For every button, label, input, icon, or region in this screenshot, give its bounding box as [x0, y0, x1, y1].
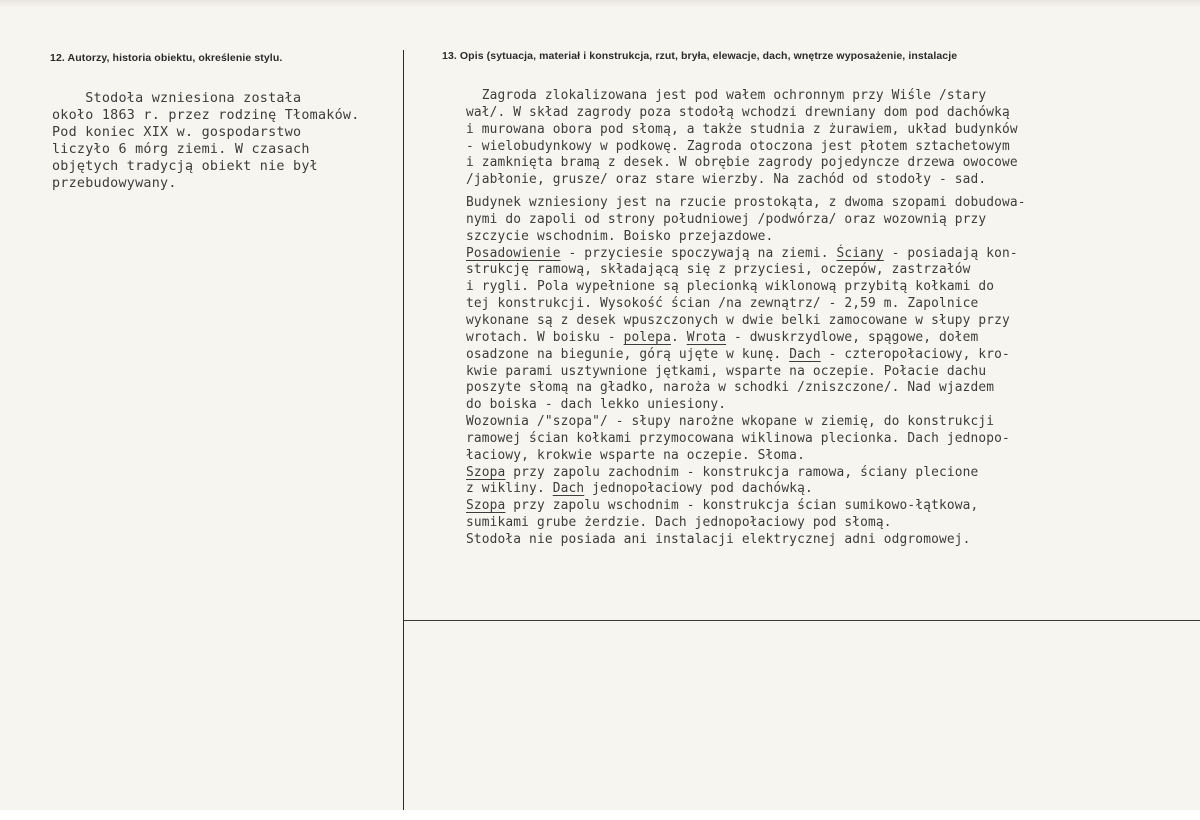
- szopa-west-term: Szopa: [466, 464, 506, 480]
- text-line: przebudowywany.: [52, 176, 177, 192]
- text-line: około 1863 r. przez rodzinę Tłomaków.: [52, 108, 360, 124]
- posadowienie-term: Posadowienie: [466, 245, 561, 261]
- sciany-term: Ściany: [836, 245, 884, 261]
- text-line: liczyło 6 mórg ziemi. W czasach: [52, 142, 310, 158]
- page-top-shadow: [0, 0, 1200, 8]
- section-13-heading: 13. Opis (sytuacja, materiał i konstrukcja, rzut, bryła, elewacje, dach, wnętrze wyposażenie, instalacje: [442, 50, 958, 62]
- text-line: Zagroda zlokalizowana jest pod wałem ochronnym przy Wiśle /stary: [466, 88, 987, 103]
- text-fragment: .: [670, 329, 687, 345]
- wrota-term: Wrota: [686, 329, 727, 345]
- description-text: [466, 88, 1026, 549]
- text-line: sumikami grube żerdzie. Dach jednopołaciowy pod słomą.: [466, 515, 892, 531]
- text-fragment: - dwuskrzydlowe, spągowe, dołem: [726, 329, 979, 345]
- text-line: Budynek wzniesiony jest na rzucie prostokąta, z dwoma szopami dobudowa-: [466, 195, 1026, 211]
- section-12-heading: 12. Autorzy, historia obiektu, określenie stylu.: [50, 52, 283, 64]
- text-line: - wielobudynkowy w podkowę. Zagroda otoczona jest płotem sztachetowym: [466, 138, 1010, 154]
- text-line: ramowej ścian kołkami przymocowana wiklinowa plecionka. Dach jednopo-: [466, 430, 1010, 446]
- text-line: tej konstrukcji. Wysokość ścian /na zewnątrz/ - 2,59 m. Zapolnice: [466, 296, 979, 312]
- text-fragment: osadzone na biegunie, górą ujęte w kunę.: [466, 346, 790, 362]
- text-line: i murowana obora pod słomą, a także studnia z żurawiem, układ budynków: [466, 121, 1018, 137]
- text-line: Wozownia /"szopa"/ - słupy narożne wkopane w ziemię, do konstrukcji: [466, 414, 995, 430]
- text-line: objętych tradycją obiekt nie był: [52, 159, 318, 175]
- column-divider: [403, 50, 404, 818]
- text-fragment: - posiadają kon-: [883, 245, 1018, 261]
- text-line: i rygli. Pola wypełnione są plecionką wiklonową przybitą kołkami do: [466, 279, 995, 295]
- text-fragment: jednopołaciowy pod dachówką.: [584, 481, 813, 497]
- text-fragment: przy zapolu wschodnim - konstrukcja ścian sumikowo-łątkowa,: [505, 498, 979, 514]
- text-line: kwie parami usztywnione jętkami, wsparte na oczepie. Połacie dachu: [466, 363, 987, 379]
- text-line: szczycie wschodnim. Boisko przejazdowe.: [466, 228, 774, 244]
- text-fragment: z wikliny.: [466, 481, 553, 497]
- text-fragment: wrotach. W boisku -: [466, 329, 624, 345]
- text-fragment: - przyciesie spoczywają na ziemi.: [560, 245, 837, 261]
- text-line: /jabłonie, grusze/ oraz stare wierzby. Na zachód od stodoły - sad.: [466, 172, 987, 188]
- text-line: łaciowy, krokwie wsparte na oczepie. Słoma.: [466, 447, 805, 463]
- history-text: [52, 90, 360, 193]
- dach-szopa-term: Dach: [552, 481, 585, 497]
- text-line: Pod koniec XIX w. gospodarstwo: [52, 125, 302, 141]
- text-line: Stodoła nie posiada ani instalacji elektrycznej adni odgromowej.: [466, 531, 971, 547]
- text-line: do boiska - dach lekko uniesiony.: [466, 397, 727, 413]
- text-line: wykonane są z desek wpuszczonych w dwie belki zamocowane w słupy przy: [466, 312, 1010, 328]
- text-line: Stodoła wzniesiona została: [52, 91, 302, 106]
- dach-term: Dach: [789, 346, 821, 362]
- text-line: nymi do zapoli od strony południowej /podwórza/ oraz wozownią przy: [466, 211, 987, 227]
- text-fragment: przy zapolu zachodnim - konstrukcja ramowa, ściany plecione: [505, 464, 979, 480]
- szopa-east-term: Szopa: [466, 498, 506, 514]
- polepa-term: polepa: [623, 329, 671, 345]
- horizontal-rule: [403, 620, 1200, 621]
- page-bottom-margin: [0, 810, 1200, 820]
- text-line: wał/. W skład zagrody poza stodołą wchodzi drewniany dom pod dachówką: [466, 104, 1010, 120]
- text-fragment: - czteropołaciowy, kro-: [820, 346, 1010, 362]
- text-line: strukcję ramową, składającą się z przyciesi, oczepów, zastrzałów: [466, 262, 971, 278]
- text-line: poszyte słomą na gładko, naroża w schodki /zniszczone/. Nad wjazdem: [466, 380, 995, 396]
- text-line: i zamknięta bramą z desek. W obrębie zagrody pojedyncze drzewa owocowe: [466, 155, 1018, 171]
